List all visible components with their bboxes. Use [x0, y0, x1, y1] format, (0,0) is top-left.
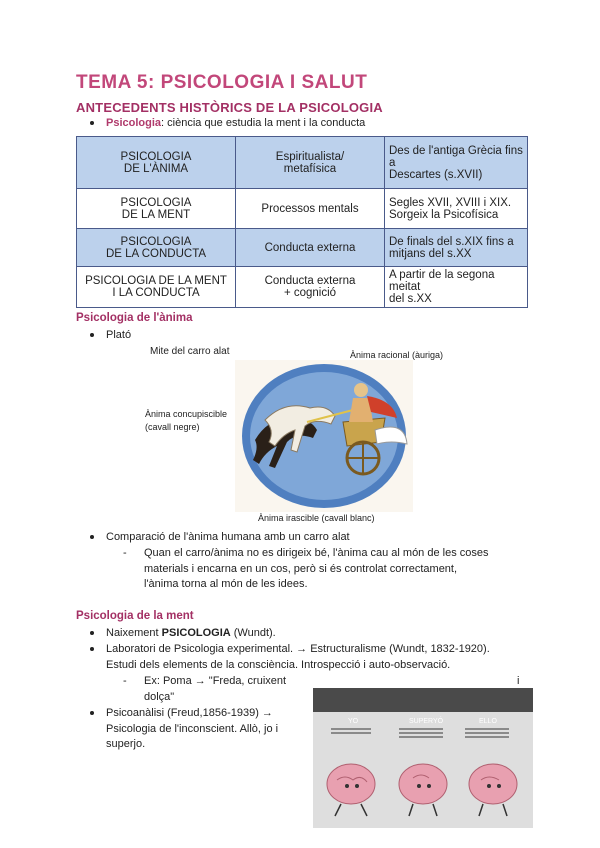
table-row [77, 189, 528, 229]
section-heading-ment: Psicologia de la ment [76, 610, 194, 622]
history-table [76, 136, 528, 308]
table-row [77, 267, 528, 308]
definition-bullet [90, 116, 365, 132]
freud-bullet [90, 706, 94, 722]
table-cell-name: PSICOLOGIA DE LA MENT I LA CONDUCTA [77, 267, 236, 308]
table-row [77, 137, 528, 189]
rational-soul-label: Ànima racional (àuriga) [350, 350, 444, 360]
table-cell-type: Processos mentals [236, 189, 385, 229]
table-cell-name: PSICOLOGIA DE LA MENT [77, 189, 236, 229]
freud-text: Psicoanàlisi (Freud,1856-1939) → Psicologia de l'inconscient. Allò, jo i superjo. [106, 707, 279, 750]
table-cell-name: PSICOLOGIA DE LA CONDUCTA [77, 229, 236, 267]
section-heading-anima: Psicologia de l'ànima [76, 312, 193, 324]
wundt-suffix: (Wundt). [230, 627, 276, 639]
section-heading-history: ANTECEDENTS HISTÒRICS DE LA PSICOLOGIA [76, 100, 383, 115]
table-row [77, 229, 528, 267]
cartoon-brains [313, 688, 533, 828]
bullet-icon [90, 333, 94, 337]
example-i: i [517, 675, 520, 687]
compare-bullet [90, 530, 350, 546]
wundt-bold: PSICOLOGIA [161, 627, 231, 639]
irascible-soul-label: Ànima irascible (cavall blanc) [258, 513, 375, 523]
table-cell-type: Espiritualista/ metafísica [236, 137, 385, 189]
myth-label: Mite del carro alat [150, 346, 230, 357]
cartoon-col-superyo: SUPERYÓ [409, 718, 444, 725]
bullet-icon [90, 631, 94, 635]
plato-bullet [90, 328, 131, 344]
bullet-icon [90, 535, 94, 539]
freud-cartoon-image [313, 688, 533, 828]
bullet-icon [90, 711, 94, 715]
wundt-prefix: Naixement [106, 627, 162, 639]
example-line1: Ex: Poma → "Freda, cruixent [144, 675, 287, 687]
concupiscible-soul-label: Ànima concupiscible (cavall negre) [145, 409, 228, 432]
chariot-explanation: Quan el carro/ànima no es dirigeix bé, l'ànima cau al món de les coses materials i encarna en un cos, però si és controlat correctament, l'ànima torna al món de les idees. [144, 547, 489, 590]
plato-label: Plató [106, 329, 132, 341]
table-cell-type: Conducta externa + cognició [236, 267, 385, 308]
bullet-icon [90, 121, 94, 125]
compare-text: Comparació de l'ànima humana amb un carro alat [106, 531, 350, 543]
definition-term: Psicologia [106, 117, 162, 129]
table-cell-period: Segles XVII, XVIII i XIX. Sorgeix la Psicofísica [385, 189, 528, 229]
definition-text: : ciència que estudia la ment i la conducta [161, 117, 366, 129]
dash-item: - [123, 675, 127, 687]
lab-bullet [90, 642, 94, 658]
chariot-illustration [235, 360, 413, 512]
table-cell-period: De finals del s.XIX fins a mitjans del s.XX [385, 229, 528, 267]
cartoon-col-ello: ELLO [479, 718, 497, 725]
table-cell-period: A partir de la segona meitat del s.XX [385, 267, 528, 308]
cartoon-col-yo: YO [348, 718, 359, 725]
dash-item: - [123, 547, 127, 559]
example-line2: dolça" [144, 691, 175, 703]
page-title: TEMA 5: PSICOLOGIA I SALUT [76, 72, 368, 93]
bullet-icon [90, 647, 94, 651]
wundt-bullet [90, 626, 276, 642]
table-cell-type: Conducta externa [236, 229, 385, 267]
lab-text: Laboratori de Psicologia experimental. → Estructuralisme (Wundt, 1832-1920). Estudi dels elements de la consciència. Introspecció i auto-observació. [106, 643, 490, 671]
table-cell-name: PSICOLOGIA DE L'ÀNIMA [77, 137, 236, 189]
table-cell-period: Des de l'antiga Grècia fins a Descartes (s.XVII) [385, 137, 528, 189]
